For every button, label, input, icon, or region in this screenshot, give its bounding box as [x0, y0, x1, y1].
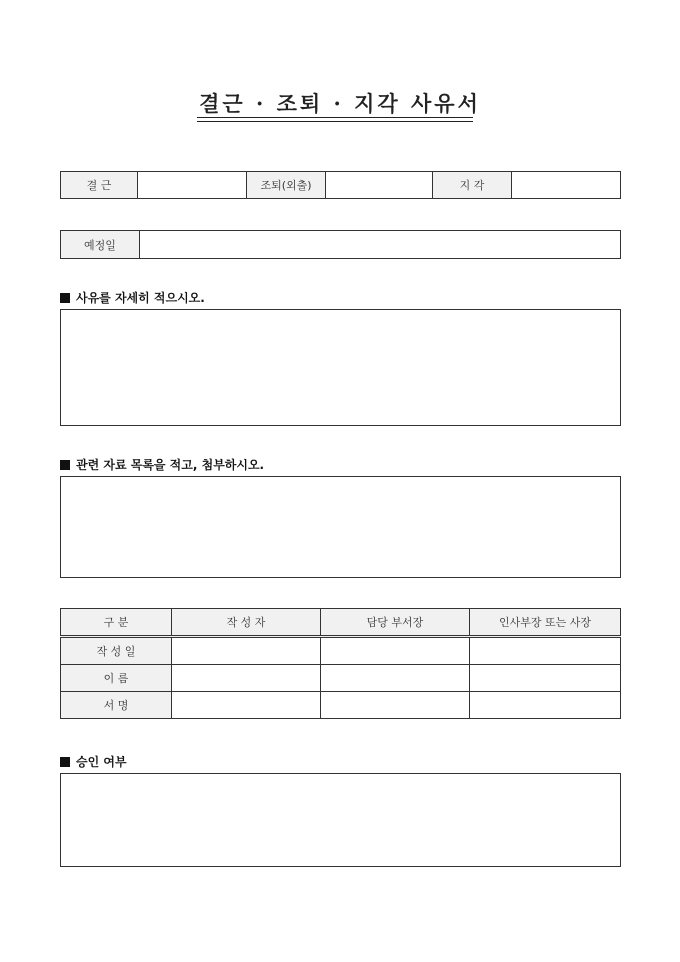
materials-heading-text: 관련 자료 목록을 적고, 첨부하시오.: [76, 458, 265, 472]
table-cell[interactable]: [172, 665, 321, 692]
table-cell[interactable]: [172, 692, 321, 719]
type-table: [60, 171, 621, 199]
scheduled-date-label: 예정일: [61, 231, 140, 259]
approval-heading-text: 승인 여부: [76, 755, 127, 769]
reason-heading-text: 사유를 자세히 적으시오.: [76, 291, 205, 305]
table-row: [61, 637, 621, 665]
table-cell[interactable]: [470, 637, 621, 665]
late-field[interactable]: [512, 172, 621, 199]
approval-heading: [60, 753, 127, 770]
square-bullet-icon: [60, 757, 70, 767]
scheduled-date-table: [60, 230, 621, 259]
table-cell[interactable]: [321, 692, 470, 719]
table-header: 인사부장 또는 사장: [470, 609, 621, 637]
early-leave-label: 조퇴(외출): [247, 172, 326, 199]
table-header: 구 분: [61, 609, 172, 637]
title-underline: [197, 117, 473, 122]
table-cell[interactable]: [470, 665, 621, 692]
table-header: 작 성 자: [172, 609, 321, 637]
table-cell[interactable]: [321, 665, 470, 692]
scheduled-date-field[interactable]: [140, 231, 621, 259]
late-label: 지 각: [433, 172, 512, 199]
absence-field[interactable]: [138, 172, 247, 199]
row-label: 작 성 일: [61, 637, 172, 665]
reason-heading: [60, 289, 205, 306]
table-header: 담당 부서장: [321, 609, 470, 637]
approval-table: [60, 608, 621, 719]
page-title: 결근 · 조퇴 · 지각 사유서: [199, 91, 481, 116]
table-cell[interactable]: [470, 692, 621, 719]
table-row: [61, 692, 621, 719]
materials-box[interactable]: [60, 476, 621, 578]
approval-box[interactable]: [60, 773, 621, 867]
row-label: 서 명: [61, 692, 172, 719]
square-bullet-icon: [60, 293, 70, 303]
square-bullet-icon: [60, 460, 70, 470]
absence-label: 결 근: [61, 172, 138, 199]
reason-box[interactable]: [60, 309, 621, 426]
table-cell[interactable]: [172, 637, 321, 665]
materials-heading: [60, 456, 264, 473]
table-cell[interactable]: [321, 637, 470, 665]
row-label: 이 름: [61, 665, 172, 692]
table-row: [61, 665, 621, 692]
early-leave-field[interactable]: [326, 172, 433, 199]
